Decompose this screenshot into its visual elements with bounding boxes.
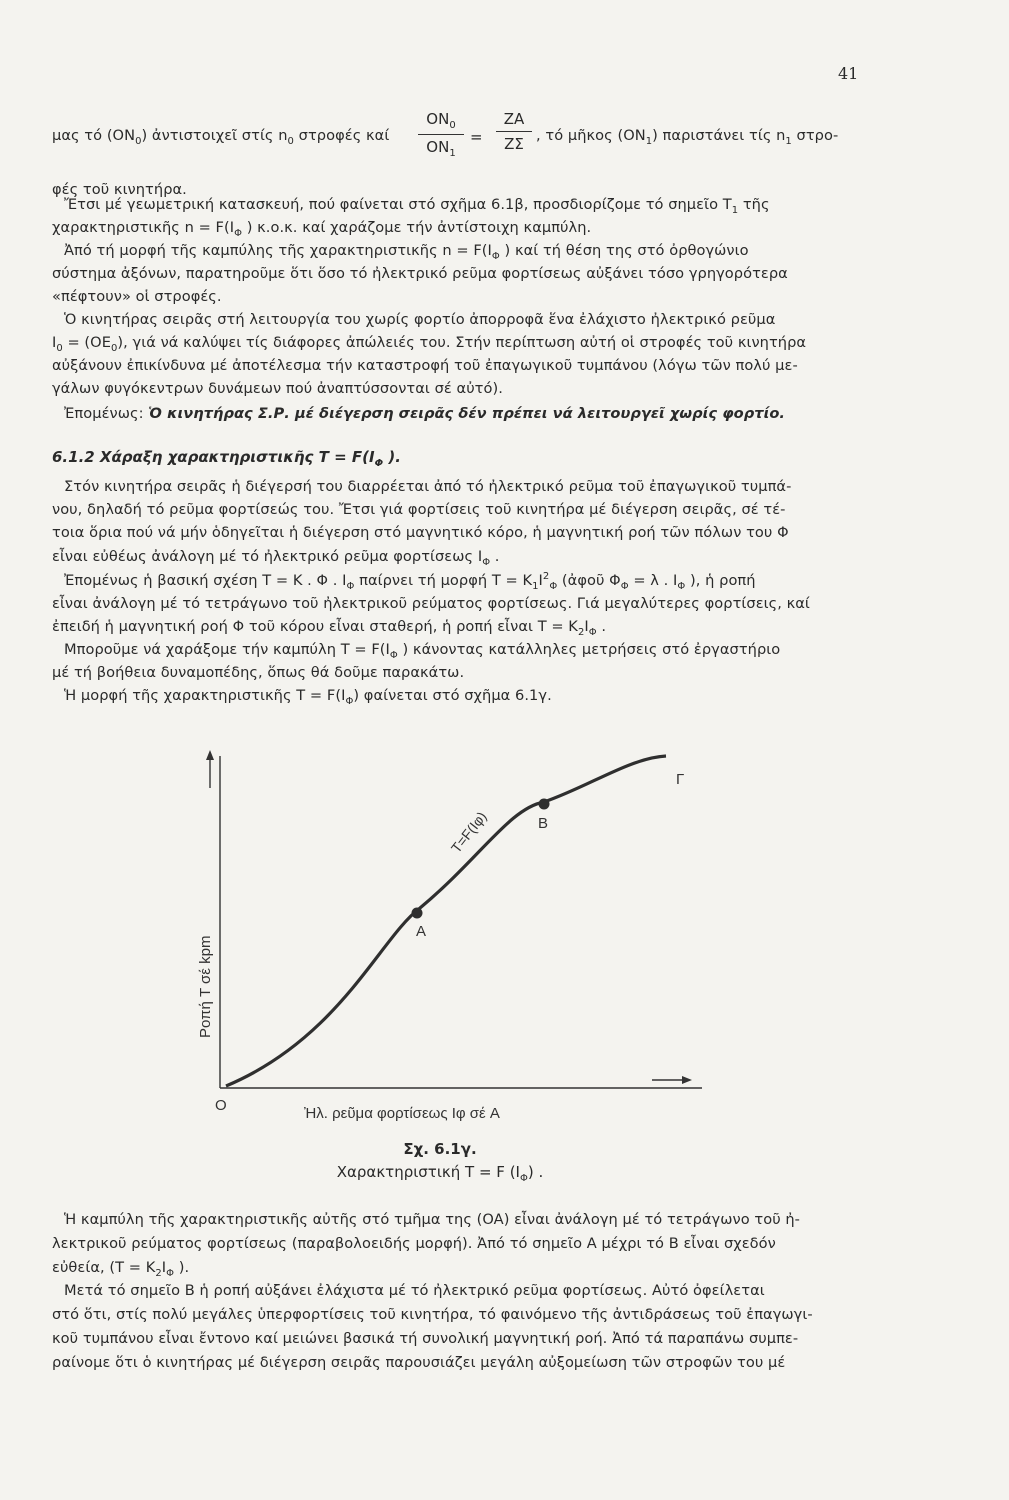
para10-line2: στό ὅτι, στίς πολύ μεγάλες ὑπερφορτίσεις τοῦ κινητήρα, τό φαινόμενο τῆς ἀντιδράσεως τοῦ ἐπαγωγι- <box>52 1306 813 1323</box>
para2-line1: Ἀπό τή μορφή τῆς καμπύλης τῆς χαρακτηριστικῆς $n = F(I_\Phi$ ) καί τή θέση της στό ὀρθογώνιο <box>64 242 749 262</box>
torque-curve <box>226 756 666 1086</box>
para2-line2: σύστημα ἀξόνων, παρατηροῦμε ὅτι ὅσο τό ἠλεκτρικό ρεῦμα φορτίσεως αὐξάνει τόσο γρηγορότερα <box>52 265 788 282</box>
para3-line3: αὐξάνουν ἐπικίνδυνα μέ ἀποτέλεσμα τήν καταστροφή τοῦ ἐπαγωγικοῦ τυμπάνου (λόγω τῶν πολύ με- <box>52 357 798 374</box>
para6-line3: ἐπειδή ἡ μαγνητική ροή Φ τοῦ κόρου εἶναι σταθερή, ἡ ροπή εἶναι $T = K_2I_\Phi$ . <box>52 618 607 638</box>
para5-line3: τοια ὅρια πού νά μήν ὁδηγεῖται ἡ διέγερση στό μαγνητικό κόρο, ἡ μαγνητική ροή τῶν πόλων του Φ <box>52 524 789 541</box>
para5-line1: Στόν κινητήρα σειρᾶς ἡ διέγερσή του διαρρέεται ἀπό τό ἠλεκτρικό ρεῦμα τοῦ ἐπαγωγικοῦ τυμπά- <box>64 478 792 495</box>
page-number: 41 <box>838 64 859 83</box>
para4-line: Ἐπομένως: Ὁ κινητήρας Σ.Ρ. μέ διέγερση σειρᾶς δέν πρέπει νά λειτουργεῖ χωρίς φορτίο. <box>64 405 785 422</box>
y-arrowhead <box>206 750 214 760</box>
characteristic-figure <box>190 748 710 1128</box>
para3-line4: γάλων φυγόκεντρων δυνάμεων πού ἀναπτύσσονται σέ αὐτό). <box>52 380 503 397</box>
point-b-marker <box>539 799 550 810</box>
intro-line2: φές τοῦ κινητήρα. <box>52 181 187 198</box>
para6-line1: Ἐπομένως ἡ βασική σχέση T = K . Φ . $I_\Phi$ παίρνει τή μορφή $T = K_1I^2_\Phi$ (ἀφοῦ $\Phi_\Phi = \lambda$ . $I_\Phi$ ), ἡ ροπή <box>64 571 756 592</box>
para10-line3: κοῦ τυμπάνου εἶναι ἔντονο καί μειώνει βασικά τή συνολική μαγνητική ροή. Ἀπό τά παραπάνω συμπε- <box>52 1330 799 1347</box>
origin-label: O <box>215 1097 227 1114</box>
x-arrowhead <box>682 1076 692 1084</box>
para5-line2: νου, δηλαδή τό ρεῦμα φορτίσεώς του. Ἔτσι γιά φορτίσεις τοῦ κινητήρα μέ διέγερση σειρᾶς, σέ τέ- <box>52 501 786 518</box>
para1-line2: χαρακτηριστικῆς $n = F(I_\Phi$ ) κ.ο.κ. καί χαράζομε τήν ἀντίστοιχη καμπύλη. <box>52 219 592 239</box>
figure-caption-title: Σχ. 6.1γ. <box>403 1140 477 1158</box>
point-a-marker <box>412 908 423 919</box>
para1-line1: Ἔτσι μέ γεωμετρική κατασκευή, πού φαίνεται στό σχῆμα 6.1β, προσδιορίζομε τό σημεῖο $T_1$ τῆς <box>64 196 770 216</box>
para9-line3: εὐθεία, ($T = K_2I_\Phi$ ). <box>52 1259 190 1279</box>
para9-line1: Ἡ καμπύλη τῆς χαρακτηριστικῆς αὐτῆς στό τμῆμα της (OA) εἶναι ἀνάλογη μέ τό τετράγωνο τοῦ ἠ- <box>64 1211 800 1228</box>
point-b-label: B <box>538 815 549 832</box>
para10-line4: ραίνομε ὅτι ὁ κινητήρας μέ διέγερση σειρᾶς παρουσιάζει μεγάλη αὐξομείωση τῶν στροφῶν του μέ <box>52 1354 786 1371</box>
point-g-label: Γ <box>676 771 685 788</box>
para10-line1: Μετά τό σημεῖο B ἡ ροπή αὐξάνει ἐλάχιστα μέ τό ἠλεκτρικό ρεῦμα φορτίσεως. Αὐτό ὀφείλεται <box>64 1282 765 1299</box>
para6-line2: εἶναι ἀνάλογη μέ τό τετράγωνο τοῦ ἠλεκτρικοῦ ρεύματος φορτίσεως. Γιά μεγαλύτερες φορτίσεις, καί <box>52 595 810 612</box>
point-a-label: A <box>416 923 427 940</box>
section-heading: 6.1.2 Χάραξη χαρακτηριστικῆς $T = F(I_\Phi$ ). <box>52 448 401 469</box>
para2-line3: «πέφτουν» οἱ στροφές. <box>52 288 222 305</box>
equals-sign: = <box>470 128 483 146</box>
fraction-on: $\frac{ON_0}{ON_1}$ <box>418 110 464 159</box>
figure-caption-subtitle: Χαρακτηριστική T = F $(I_\Phi)$ . <box>336 1163 544 1184</box>
para7-line1: Μποροῦμε νά χαράξομε τήν καμπύλη $T = F(I_\Phi$ ) κάνοντας κατάλληλες μετρήσεις στό ἐργαστήριο <box>64 641 781 661</box>
y-axis-label: Ροπή T σέ kpm <box>197 935 214 1038</box>
fraction-za: $\frac{ZA}{Z\Sigma}$ <box>496 110 532 153</box>
x-axis-label: Ἠλ. ρεῦμα φορτίσεως Iφ σέ A <box>304 1105 500 1122</box>
para7-line2: μέ τή βοήθεια δυναμοπέδης, ὅπως θά δοῦμε παρακάτω. <box>52 664 465 681</box>
para8-line1: Ἡ μορφή τῆς χαρακτηριστικῆς $T = F(I_\Phi)$ φαίνεται στό σχῆμα 6.1γ. <box>64 687 552 707</box>
intro-lead: μας τό $(ON_0)$ ἀντιστοιχεῖ στίς $n_0$ στροφές καί <box>52 127 390 147</box>
curve-label: T=F(Iφ) <box>447 808 490 856</box>
para3-line1: Ὁ κινητήρας σειρᾶς στή λειτουργία του χωρίς φορτίο ἀπορροφᾶ ἕνα ἐλάχιστο ἠλεκτρικό ρεῦμα <box>64 311 776 328</box>
para5-line4: εἶναι εὐθέως ἀνάλογη μέ τό ἠλεκτρικό ρεῦμα φορτίσεως $I_\Phi$ . <box>52 548 500 568</box>
para9-line2: λεκτρικοῦ ρεύματος φορτίσεως (παραβολοειδής μορφή). Ἀπό τό σημεῖο A μέχρι τό B εἶναι σχεδόν <box>52 1235 776 1252</box>
para3-line2: $I_0 = (OE_0)$, γιά νά καλύψει τίς διάφορες ἀπώλειές του. Στήν περίπτωση αὐτή οἱ στροφές τοῦ κινητήρα <box>52 334 807 354</box>
intro-trail: , τό μῆκος $(ON_1)$ παριστάνει τίς $n_1$ στρο- <box>536 127 839 147</box>
